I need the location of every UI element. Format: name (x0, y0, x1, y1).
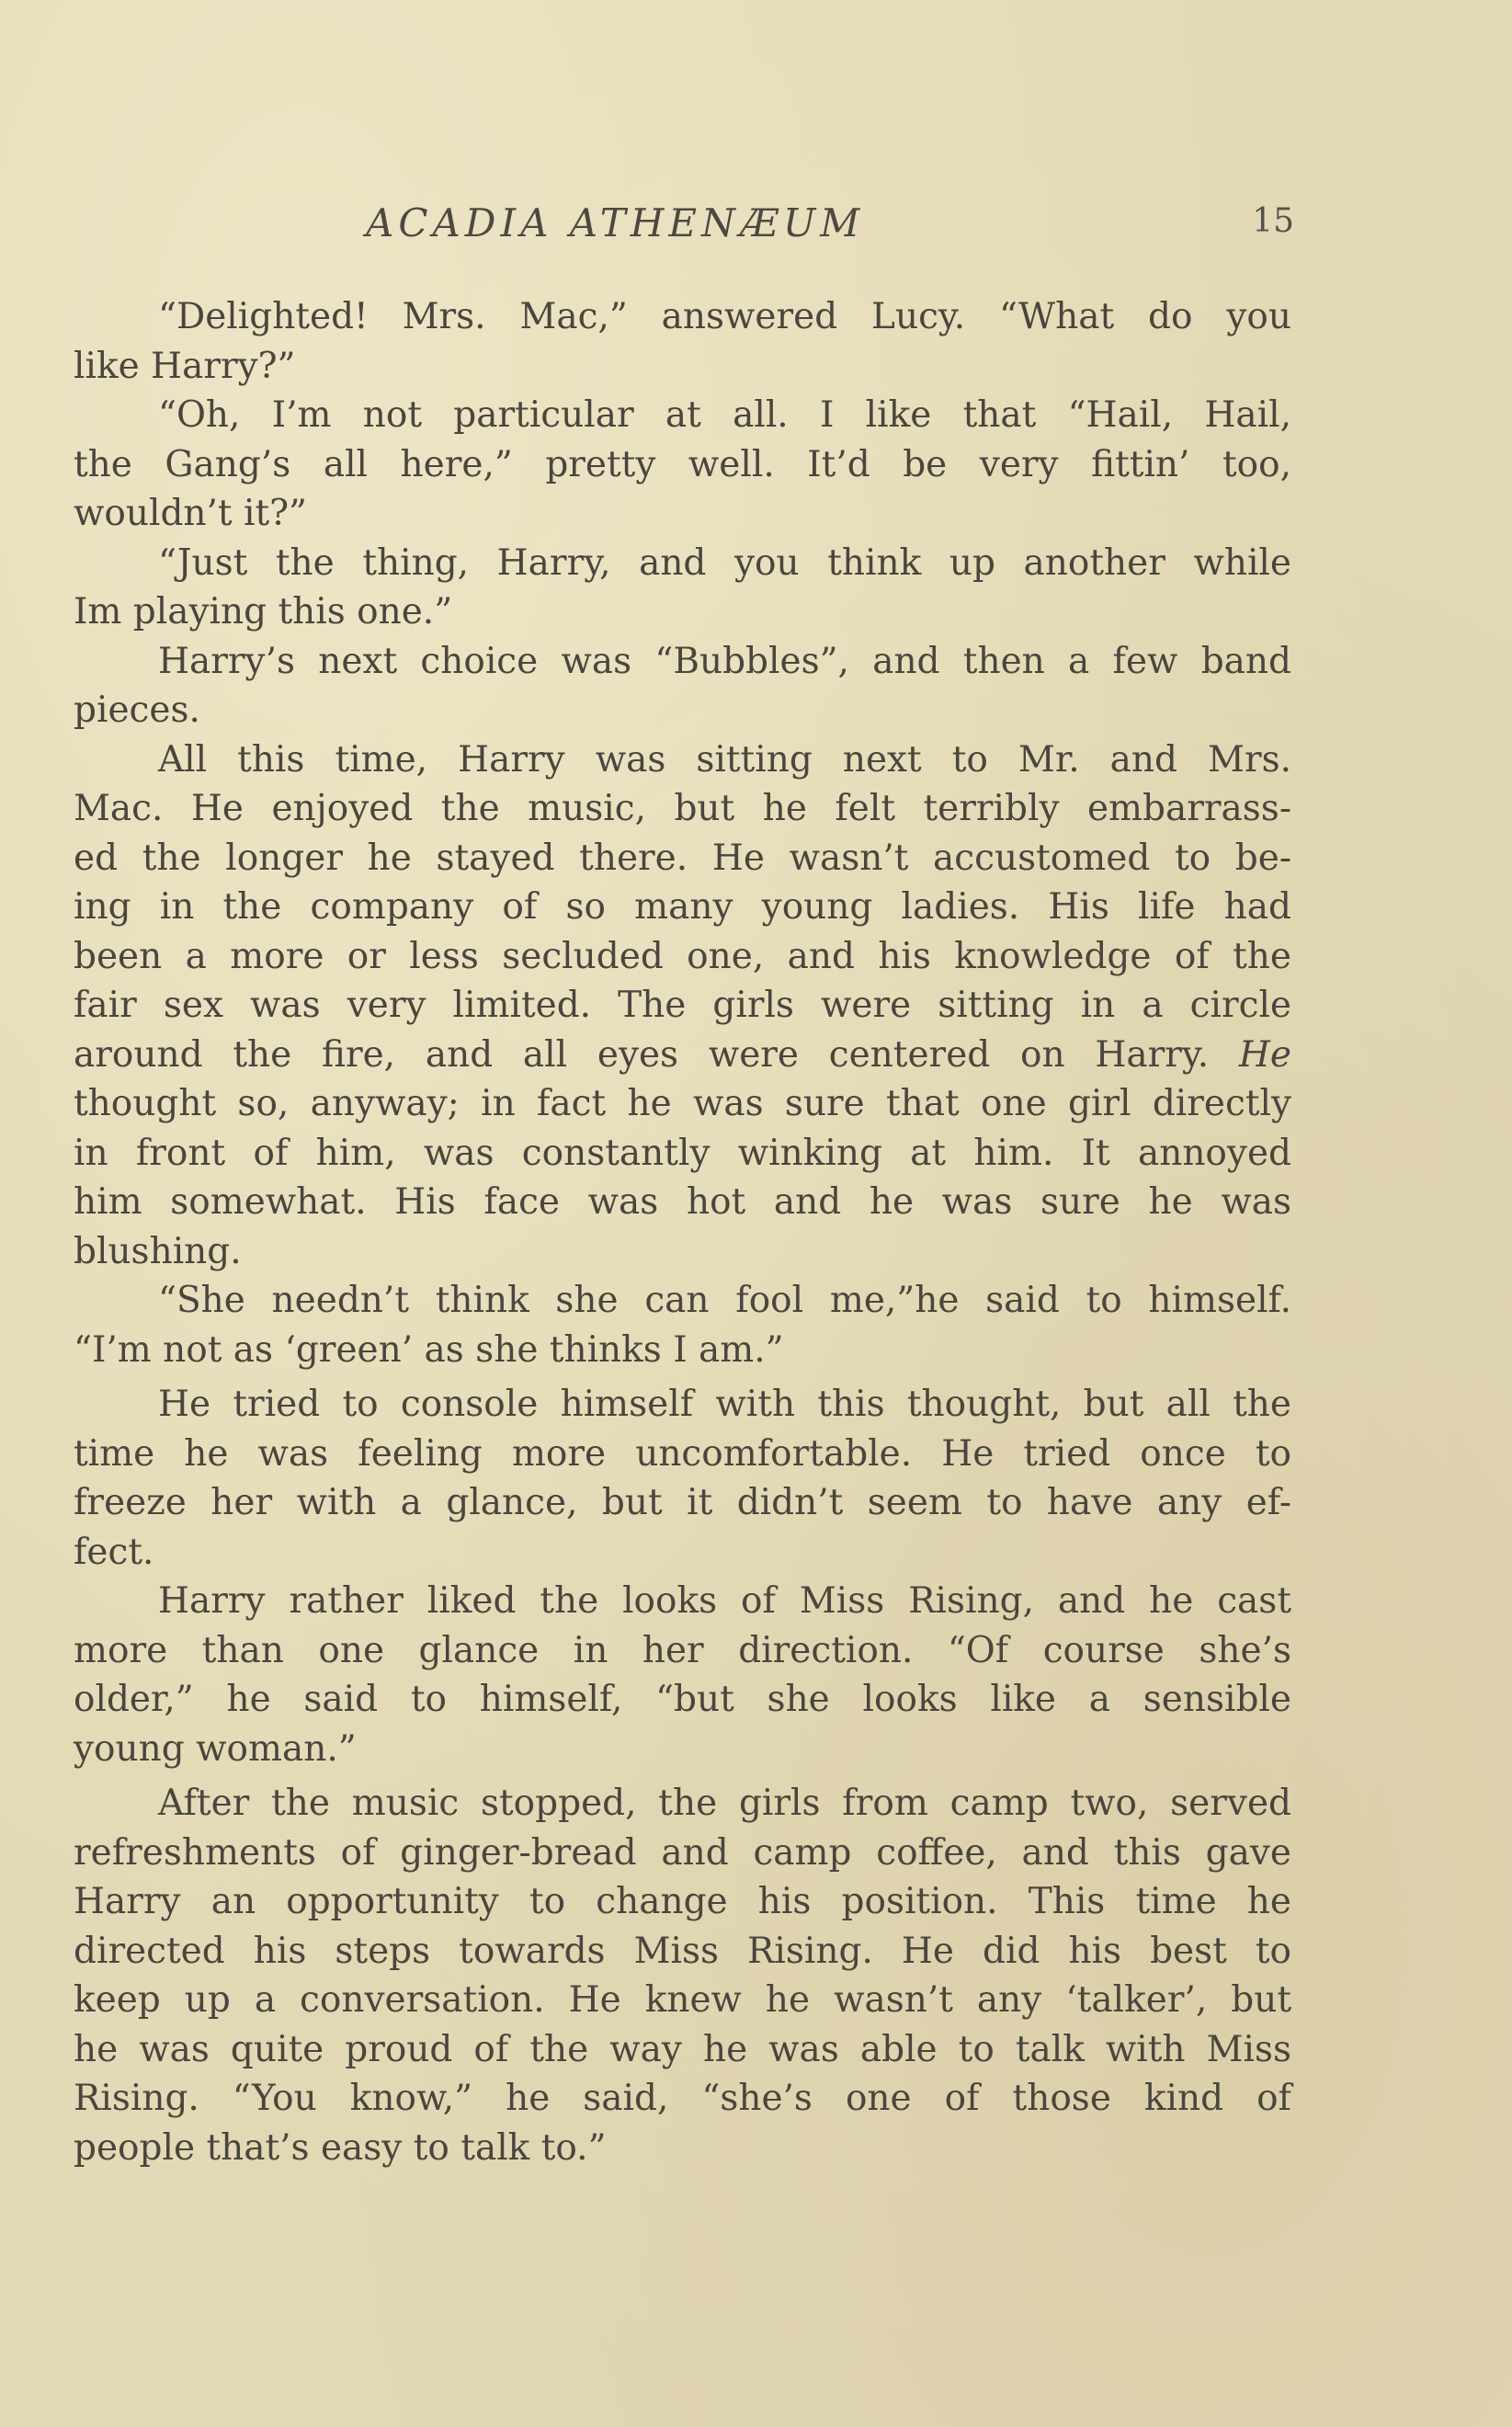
text-line-content: the Gang’s all here,” pretty well. It’d be very fittin’ too, (74, 443, 1291, 485)
text-line (74, 1927, 1291, 1977)
text-line (74, 1976, 1291, 2025)
running-title: ACADIA ATHENÆUM (366, 200, 865, 245)
text-line-content: Harry an opportunity to change his position. This time he (74, 1881, 1291, 1922)
text-line (74, 489, 1291, 539)
italic-word: He (1238, 1033, 1292, 1076)
text-line (74, 834, 1291, 883)
text-line-content: keep up a conversation. He knew he wasn’t any ‘talker’, but (74, 1979, 1291, 2021)
text-line (74, 1178, 1291, 1227)
body-text (74, 292, 1291, 2172)
text-line (74, 1626, 1291, 1676)
text-line (74, 981, 1291, 1031)
text-line-content: Rising. “You know,” he said, “she’s one of those kind of (74, 2078, 1291, 2119)
text-line-content: pieces. (74, 689, 200, 731)
text-line-content: He tried to console himself with this thought, but all the (158, 1384, 1291, 1425)
text-line-content: Im playing this one.” (74, 591, 453, 632)
text-line (74, 539, 1291, 588)
text-line-content: ed the longer he stayed there. He wasn’t accustomed to be- (74, 837, 1291, 879)
text-line (74, 1779, 1291, 1829)
text-line (74, 587, 1291, 637)
text-line-content: older,” he said to himself, “but she looks like a sensible (74, 1679, 1291, 1720)
text-line (74, 932, 1291, 982)
text-line-content: All this time, Harry was sitting next to Mr. and Mrs. (158, 738, 1291, 781)
page-header (72, 200, 1294, 256)
text-line-content: more than one glance in her direction. “Of course she’s (74, 1629, 1291, 1671)
text-line-content: “Oh, I’m not particular at all. I like that “Hail, Hail, (158, 394, 1291, 436)
text-line-content: in front of him, was constantly winking at him. It annoyed (74, 1132, 1291, 1174)
text-line-content: Mac. He enjoyed the music, but he felt terribly embarrass- (74, 788, 1291, 829)
text-line (74, 1276, 1291, 1326)
text-line-content: “She needn’t think she can fool me,”he said to himself. (158, 1280, 1291, 1321)
text-line-content: “Delighted! Mrs. Mac,” answered Lucy. “What do you (158, 296, 1291, 337)
text-line (74, 2025, 1291, 2075)
text-line-content: thought so, anyway; in fact he was sure that one girl directly (74, 1083, 1291, 1124)
text-line-content: “I’m not as ‘green’ as she thinks I am.” (74, 1328, 784, 1371)
text-line (74, 1430, 1291, 1479)
text-line-content: he was quite proud of the way he was able to talk with Miss (74, 2028, 1291, 2070)
text-line-content: him somewhat. His face was hot and he was sure he was (74, 1181, 1291, 1223)
text-line (74, 1031, 1291, 1080)
text-line (74, 1129, 1291, 1179)
text-line (74, 1326, 1291, 1375)
text-line (74, 2124, 1291, 2173)
text-line-content: wouldn’t it?” (74, 493, 307, 534)
text-line (74, 1675, 1291, 1725)
text-line-content: blushing. (74, 1230, 242, 1272)
text-line (74, 342, 1291, 392)
text-line (74, 784, 1291, 834)
text-line-content: fair sex was very limited. The girls were sitting in a circle (74, 985, 1291, 1026)
text-line (74, 1380, 1291, 1430)
text-line (74, 735, 1291, 785)
text-line-content: refreshments of ginger-bread and camp coffee, and this gave (74, 1831, 1291, 1874)
text-line (74, 292, 1291, 342)
text-line-content: people that’s easy to talk to.” (74, 2126, 607, 2169)
text-line-content: After the music stopped, the girls from camp two, served (158, 1783, 1291, 1824)
text-line (74, 2074, 1291, 2124)
text-line-content: “Just the thing, Harry, and you think up another while (158, 541, 1291, 584)
page-number: 15 (1252, 202, 1294, 240)
text-line (74, 1079, 1291, 1129)
text-line (74, 1227, 1291, 1277)
text-line-content: young woman.” (74, 1727, 357, 1770)
text-line-content: directed his steps towards Miss Rising. He did his best to (74, 1930, 1291, 1972)
text-line (74, 391, 1291, 440)
text-line (74, 883, 1291, 932)
text-line (74, 1528, 1291, 1578)
text-line-content: freeze her with a glance, but it didn’t seem to have any ef- (74, 1482, 1291, 1523)
text-line (74, 1725, 1291, 1774)
text-line (74, 440, 1291, 490)
text-line (74, 1829, 1291, 1878)
text-line-content: Harry rather liked the looks of Miss Rising, and he cast (158, 1580, 1291, 1622)
text-line-content: around the fire, and all eyes were centered on Harry. (74, 1033, 1210, 1076)
text-line-content: Harry’s next choice was “Bubbles”, and then a few band (158, 640, 1291, 682)
text-line-content: like Harry?” (74, 345, 296, 387)
text-line-content: time he was feeling more uncomfortable. He tried once to (74, 1432, 1291, 1475)
text-line-content: been a more or less secluded one, and his knowledge of the (74, 935, 1291, 977)
text-line (74, 637, 1291, 687)
text-line (74, 1877, 1291, 1927)
text-line-content: ing in the company of so many young ladies. His life had (74, 886, 1291, 928)
text-line (74, 1577, 1291, 1626)
text-line (74, 1478, 1291, 1528)
text-line (74, 686, 1291, 735)
text-line-content: fect. (74, 1531, 154, 1573)
